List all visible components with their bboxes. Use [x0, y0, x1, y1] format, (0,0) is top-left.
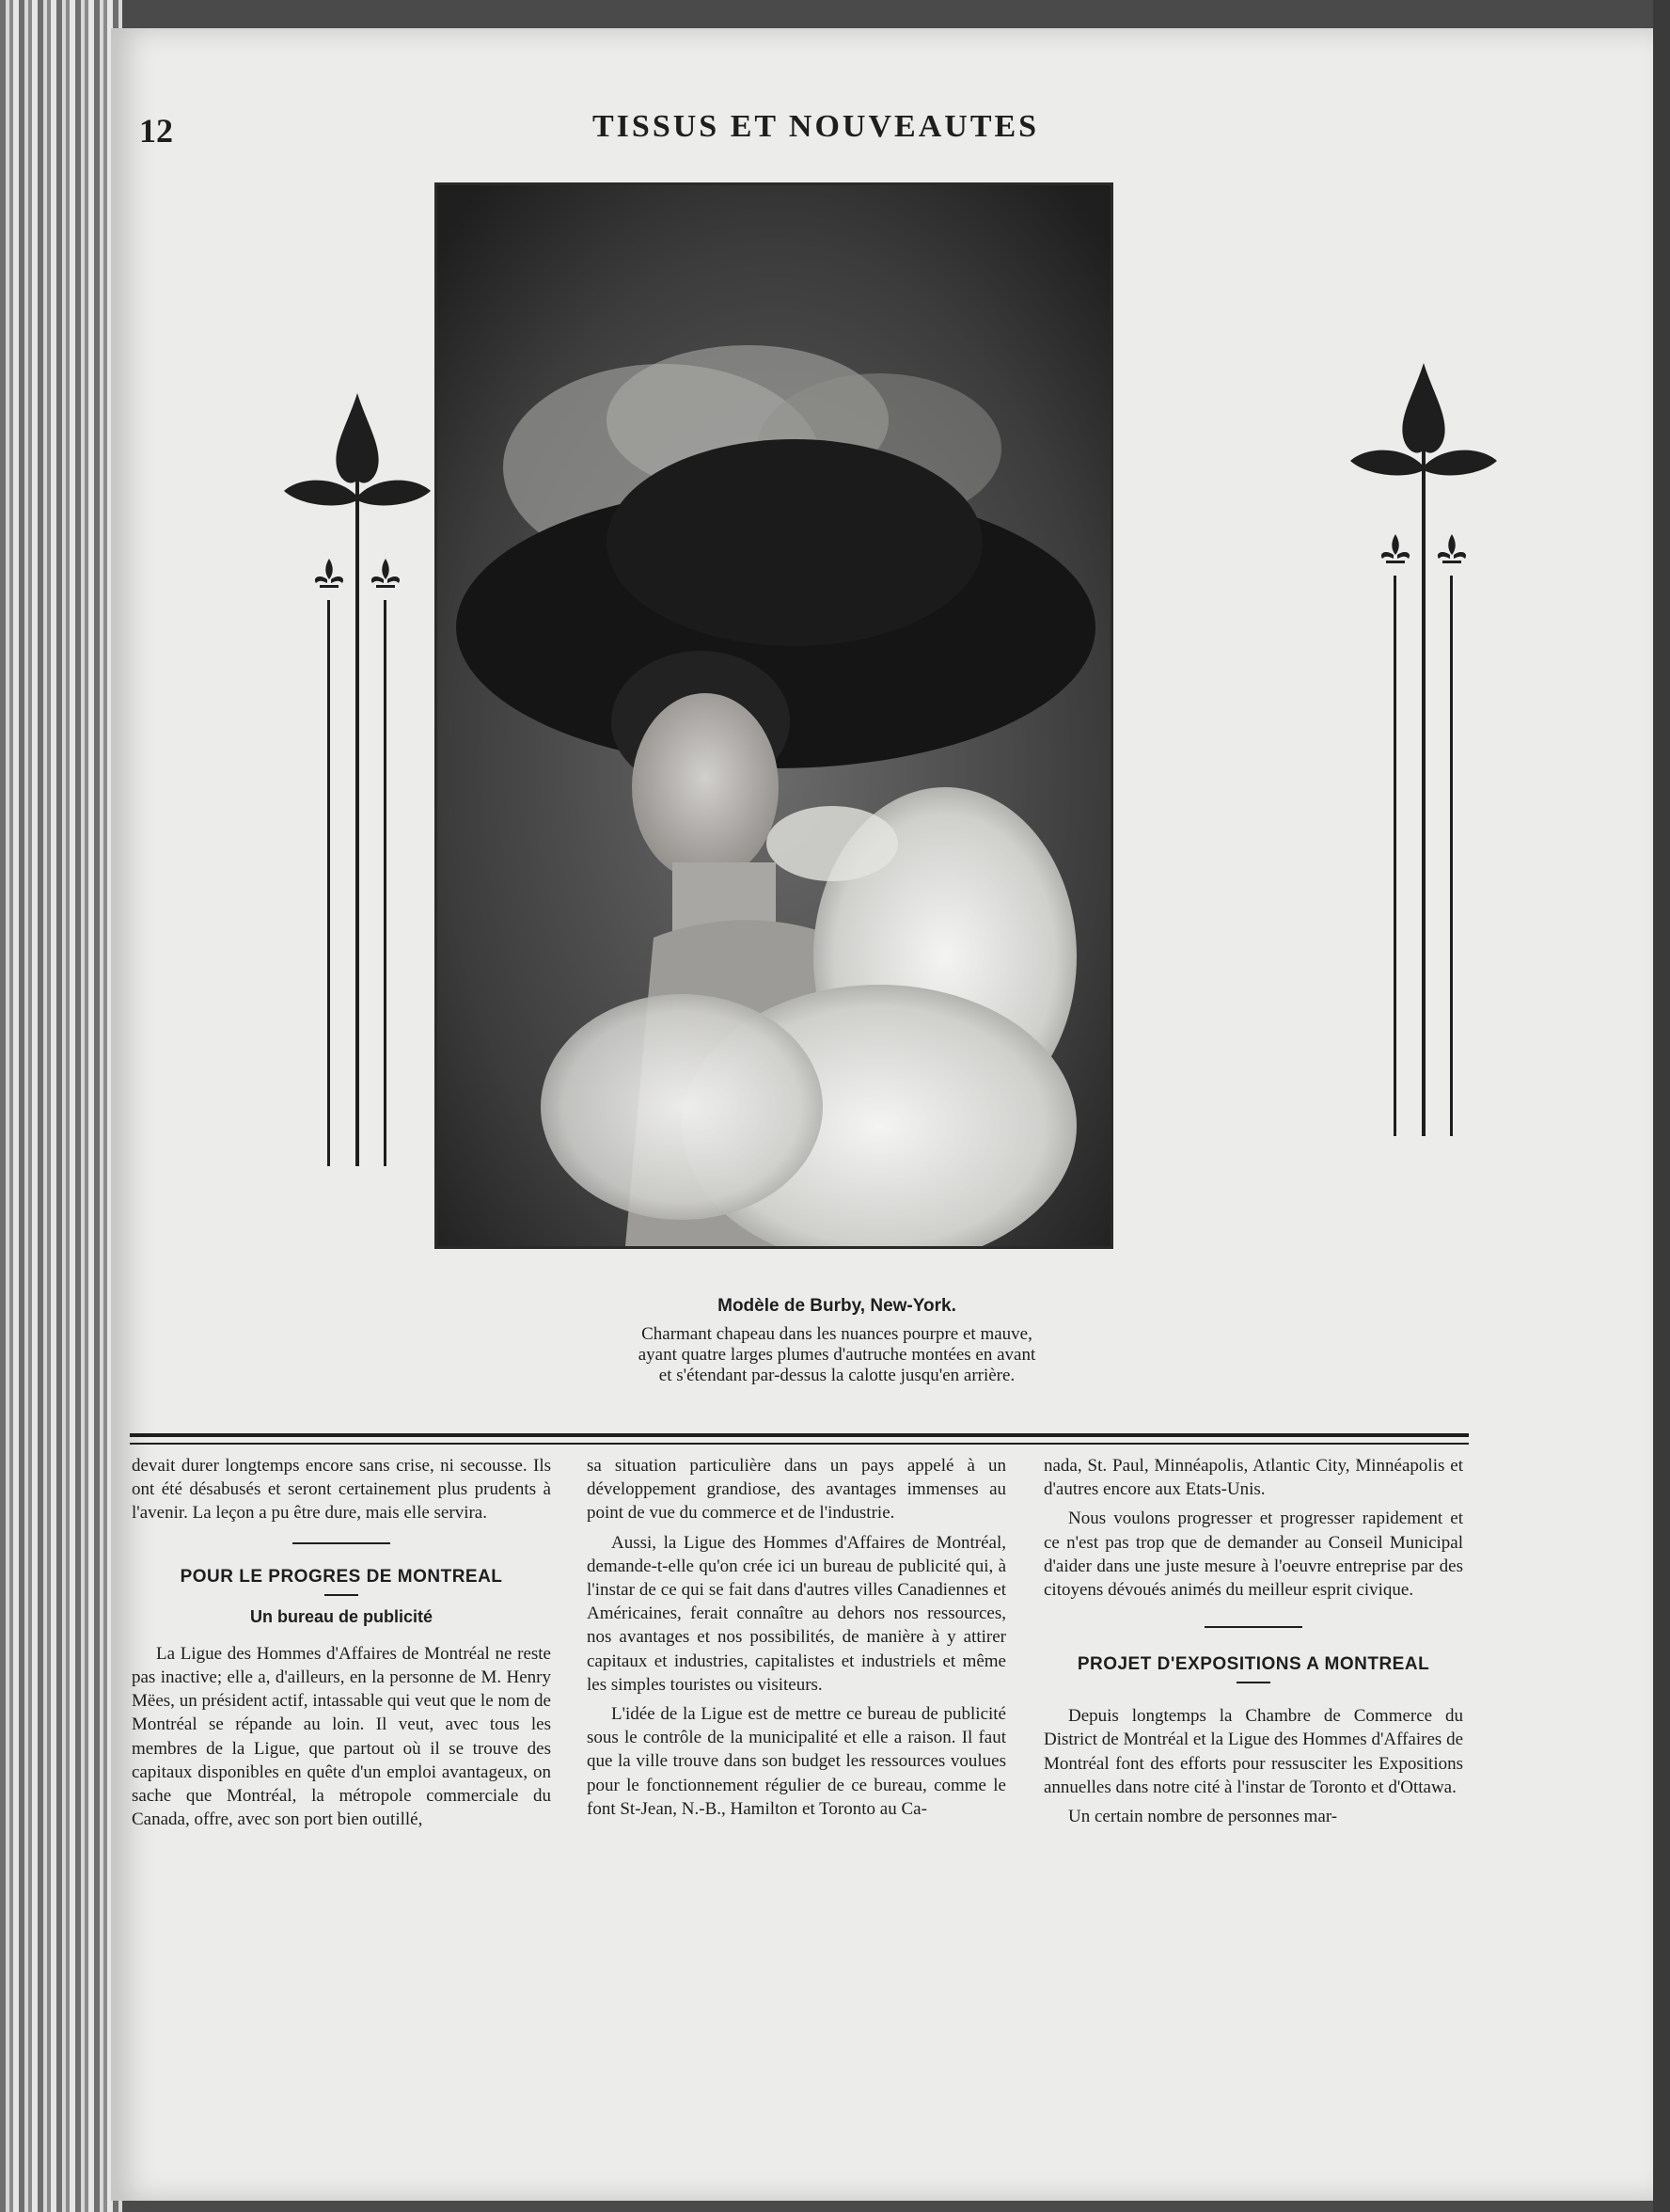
spade-leaf-ornament-icon	[273, 386, 442, 1176]
caption-line: Charmant chapeau dans les nuances pourpre et mauve,	[641, 1324, 1032, 1344]
paragraph: L'idée de la Ligue est de mettre ce bureau de publicité sous le contrôle de la municipalité et elle a raison. Il faut que la ville trouve dans son budget les ressources voulues pour le fonctionnement régulier de ce bureau, comme le font St-Jean, N.-B., Hamilton et Toronto au Ca-	[587, 1704, 1006, 1819]
section-subheading: Un bureau de publicité	[249, 1606, 433, 1626]
fleur-de-lis-icon	[315, 559, 343, 588]
paragraph: Aussi, la Ligue des Hommes d'Affaires de Montréal, demande-t-elle qu'on crée ici un bureau de publicité qui, à l'instar de ce qui se fait dans d'autres villes Canadiennes et Américaines, ferait connaître au dehors nos ressources, nos avantages et nos possibilités, de manière à y attirer capitaux et industries, capitalistes et industriels et même les simples touristes ou visiteurs.	[587, 1532, 1006, 1695]
caption-line: et s'étendant par-dessus la calotte jusqu'en arrière.	[658, 1366, 1016, 1385]
fleur-de-lis-icon	[1438, 534, 1466, 563]
short-rule	[292, 1542, 390, 1544]
page-number: 12	[139, 112, 173, 150]
right-ornament	[1339, 356, 1508, 1150]
short-rule	[1205, 1626, 1302, 1628]
section-divider	[130, 1433, 1469, 1437]
fleur-de-lis-icon	[1381, 534, 1410, 563]
tiny-rule	[324, 1594, 358, 1596]
section-divider-thin	[130, 1443, 1469, 1445]
text-column-2	[587, 1454, 1006, 1826]
photo-caption-body	[508, 1324, 1166, 1386]
photo-caption-title: Modèle de Burby, New-York.	[717, 1296, 956, 1316]
spade-leaf-ornament-icon	[1339, 356, 1508, 1146]
paragraph: Un certain nombre de personnes mar-	[1068, 1807, 1338, 1827]
paragraph: Depuis longtemps la Chambre de Commerce du District de Montréal et la Ligue des Hommes d'Affaires de Montréal font des efforts pour ressusciter les Expositions annuelles dans notre cité à l'instar de Toronto et d'Ottawa.	[1044, 1706, 1463, 1797]
text-column-1	[132, 1454, 551, 1837]
fleur-de-lis-icon	[371, 559, 400, 588]
paragraph: Nous voulons progresser et progresser rapidement et ce n'est pas trop que de demander au Conseil Municipal d'aider dans une juste mesure à l'oeuvre entreprise par des citoyens dévoués animés du meilleur esprit civique.	[1044, 1509, 1463, 1601]
left-ornament	[273, 386, 442, 1180]
paragraph: nada, St. Paul, Minnéapolis, Atlantic City, Minnéapolis et d'autres encore aux Etats-Unis.	[1044, 1456, 1463, 1500]
paragraph: sa situation particulière dans un pays appelé à un développement grandiose, des avantages immenses au point de vue du commerce et de l'industrie.	[587, 1456, 1006, 1524]
text-column-3	[1044, 1454, 1463, 1834]
scan-border	[1653, 0, 1670, 2212]
section-heading: POUR LE PROGRES DE MONTREAL	[180, 1566, 503, 1587]
caption-line: ayant quatre larges plumes d'autruche montées en avant	[638, 1345, 1036, 1365]
paragraph: devait durer longtemps encore sans crise, ni secousse. Ils ont été désabusés et seront certainement plus prudents à l'avenir. La leçon a pu être dure, mais elle servira.	[132, 1456, 551, 1524]
tiny-rule	[1237, 1682, 1270, 1683]
fashion-photograph	[434, 182, 1113, 1249]
section-heading: PROJET D'EXPOSITIONS A MONTREAL	[1077, 1654, 1430, 1675]
paragraph: La Ligue des Hommes d'Affaires de Montréal ne reste pas inactive; elle a, d'ailleurs, en la personne de M. Henry Mëes, un président actif, intassable qui veut que le nom de Montréal se répande au loin. Il veut, avec tous les membres de la Ligue, que partout où il se trouve des capitaux disponibles en quête d'un emploi avantageux, on sache que Montréal, la métropole commerciale du Canada, offre, avec son port bien outillé,	[132, 1643, 551, 1830]
running-head: TISSUS ET NOUVEAUTES	[592, 109, 1040, 144]
page-edges	[0, 0, 122, 2212]
